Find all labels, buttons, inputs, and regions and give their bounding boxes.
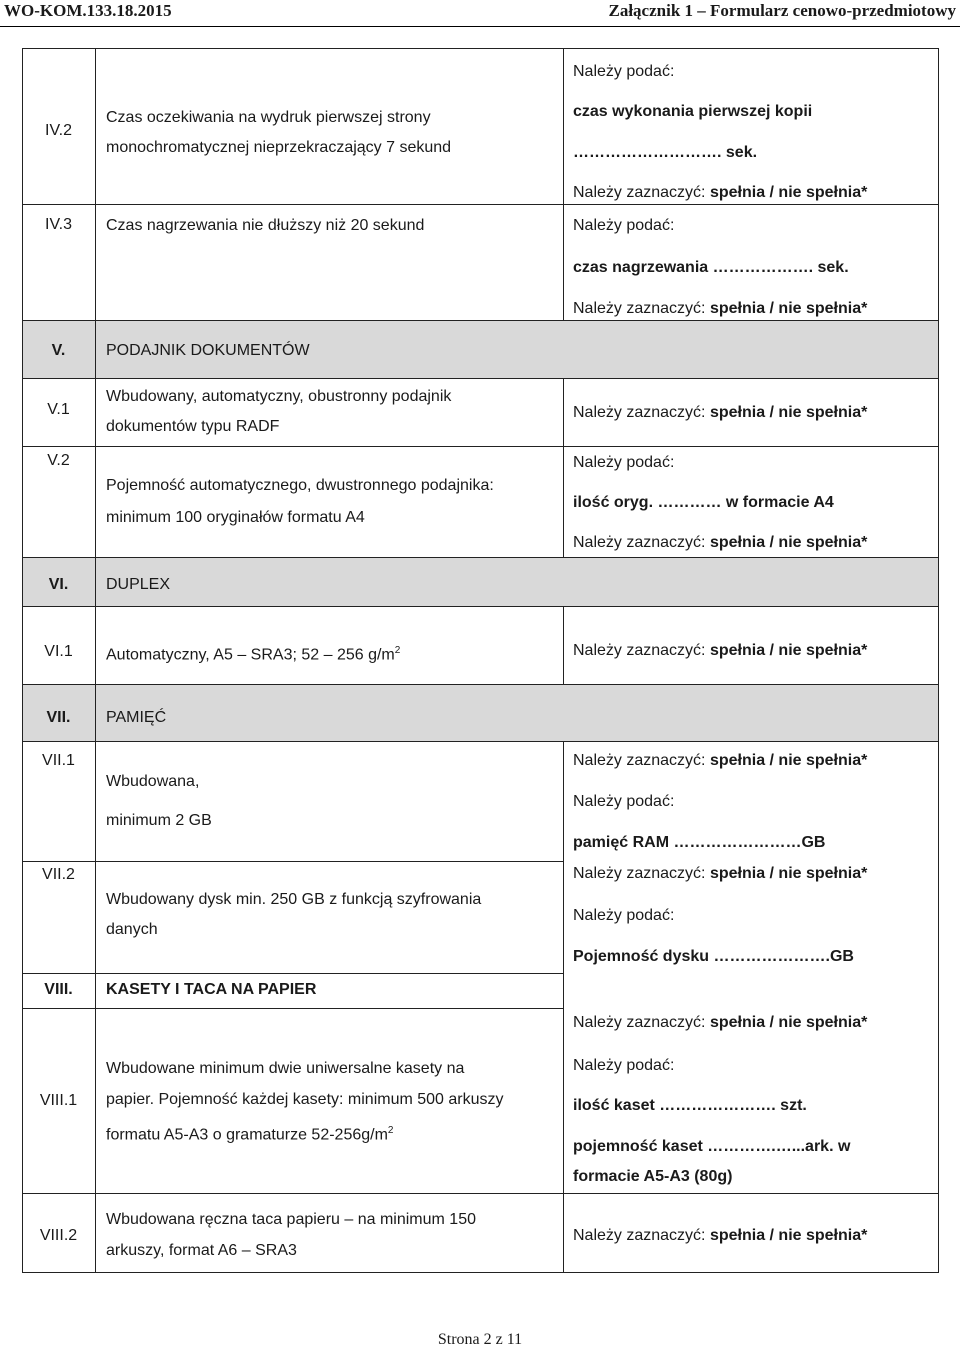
row-rule-12 xyxy=(22,1193,939,1194)
row-number-viii1: VIII.1 xyxy=(39,1092,78,1109)
header-rule xyxy=(0,26,960,27)
give-label-iv3: Należy podać: xyxy=(573,217,675,234)
description-vii2-line2: danych xyxy=(106,921,158,938)
section-number-vii: VII. xyxy=(46,709,71,726)
description-iv2-line1: Czas oczekiwania na wydruk pierwszej strony xyxy=(106,109,431,126)
col-divider-1 xyxy=(95,48,96,1273)
requirement-choice: spełnia / nie spełnia* xyxy=(709,184,868,201)
value-iv2-line2: ………………………. sek. xyxy=(573,144,758,161)
requirement-prefix: Należy zaznaczyć: xyxy=(573,300,706,317)
requirement-prefix: Należy zaznaczyć: xyxy=(573,865,706,882)
requirement-choice: spełnia / nie spełnia* xyxy=(709,534,868,551)
row-rule-8 xyxy=(22,741,939,742)
requirement-choice: spełnia / nie spełnia* xyxy=(709,642,868,659)
requirement-choice: spełnia / nie spełnia* xyxy=(709,865,868,882)
requirement-prefix: Należy zaznaczyć: xyxy=(573,404,706,421)
page-number: Strona 2 z 11 xyxy=(437,1331,523,1348)
row-rule-3 xyxy=(22,378,939,379)
requirement-choice: spełnia / nie spełnia* xyxy=(709,404,868,421)
description-vi1-line1 xyxy=(106,636,400,670)
requirement-viii1 xyxy=(573,1008,867,1038)
requirement-viii2 xyxy=(573,1221,867,1251)
requirement-vii1 xyxy=(573,746,867,776)
document-reference: WO-KOM.133.18.2015 xyxy=(4,1,172,20)
superscript: 2 xyxy=(387,1125,394,1136)
col-divider-2a xyxy=(563,48,564,320)
description-viii1-line3 xyxy=(106,1116,393,1150)
row-number-v1: V.1 xyxy=(47,401,70,418)
requirement-prefix: Należy zaznaczyć: xyxy=(573,1227,706,1244)
attachment-title: Załącznik 1 – Formularz cenowo-przedmiotowy xyxy=(608,1,956,20)
section-title-vii: PAMIĘĆ xyxy=(106,709,167,726)
description-v2-line1: Pojemność automatycznego, dwustronnego podajnika: xyxy=(106,477,494,494)
requirement-prefix: Należy zaznaczyć: xyxy=(573,642,706,659)
requirement-choice: spełnia / nie spełnia* xyxy=(709,1227,868,1244)
description-viii1-line2: papier. Pojemność każdej kasety: minimum 500 arkuszy xyxy=(106,1091,504,1108)
requirement-prefix: Należy zaznaczyć: xyxy=(573,534,706,551)
row-rule-4 xyxy=(22,446,939,447)
value-viii1-line2: pojemność kaset ………….…...ark. w xyxy=(573,1138,851,1155)
section-title-viii: KASETY I TACA NA PAPIER xyxy=(106,981,317,998)
section-number-vi: VI. xyxy=(48,576,69,593)
value-vii1-line1: pamięć RAM ……………………GB xyxy=(573,834,826,851)
description-viii2-line1: Wbudowana ręczna taca papieru – na minimum 150 xyxy=(106,1211,476,1228)
cassette-format-text: formatu A5-A3 o gramaturze 52-256g/m xyxy=(106,1126,388,1144)
row-rule-10 xyxy=(22,973,563,974)
row-number-iv3: IV.3 xyxy=(45,216,72,233)
col-divider-2b xyxy=(563,378,564,557)
requirement-choice: spełnia / nie spełnia* xyxy=(709,752,868,769)
description-v1-line1: Wbudowany, automatyczny, obustronny podajnik xyxy=(106,388,452,405)
section-number-v: V. xyxy=(51,342,66,359)
description-vii1-line2: minimum 2 GB xyxy=(106,812,212,829)
value-vii2-line1: Pojemność dysku ………………….GB xyxy=(573,948,854,965)
duplex-spec-text: Automatyczny, A5 – SRA3; 52 – 256 g/m xyxy=(106,646,395,664)
requirement-prefix: Należy zaznaczyć: xyxy=(573,1014,706,1031)
give-label-iv2: Należy podać: xyxy=(573,63,675,80)
section-title-vi: DUPLEX xyxy=(106,576,171,593)
requirement-v2 xyxy=(573,528,867,558)
page-header xyxy=(0,0,960,24)
give-label-vii2: Należy podać: xyxy=(573,907,675,924)
requirement-iv3 xyxy=(573,294,867,324)
requirement-iv2 xyxy=(573,178,867,208)
col-divider-2c xyxy=(563,606,564,684)
description-iv3-line1: Czas nagrzewania nie dłuższy niż 20 sekund xyxy=(106,217,425,234)
row-number-iv2: IV.2 xyxy=(45,122,72,139)
requirement-prefix: Należy zaznaczyć: xyxy=(573,184,706,201)
value-iv3-line1: czas nagrzewania ………………. sek. xyxy=(573,259,849,276)
requirement-v1 xyxy=(573,398,867,428)
value-viii1-line3: formacie A5-A3 (80g) xyxy=(573,1168,733,1185)
description-v2-line2: minimum 100 oryginałów formatu A4 xyxy=(106,509,365,526)
value-iv2-line1: czas wykonania pierwszej kopii xyxy=(573,103,813,120)
description-viii2-line2: arkuszy, format A6 – SRA3 xyxy=(106,1242,297,1259)
description-v1-line2: dokumentów typu RADF xyxy=(106,418,280,435)
value-v2-line1: ilość oryg. ………… w formacie A4 xyxy=(573,494,834,511)
row-rule-6 xyxy=(22,606,939,607)
requirement-choice: spełnia / nie spełnia* xyxy=(709,1014,868,1031)
description-vii2-line1: Wbudowany dysk min. 250 GB z funkcją szyfrowania xyxy=(106,891,482,908)
row-number-vii1: VII.1 xyxy=(42,752,75,769)
description-viii1-line1: Wbudowane minimum dwie uniwersalne kasety na xyxy=(106,1060,465,1077)
superscript: 2 xyxy=(394,645,401,656)
requirement-vi1 xyxy=(573,636,867,666)
row-rule-11 xyxy=(22,1008,563,1009)
row-rule-7 xyxy=(22,684,939,685)
description-vii1-line1: Wbudowana, xyxy=(106,773,200,790)
value-viii1-line1: ilość kaset …………………. szt. xyxy=(573,1097,807,1114)
give-label-viii1: Należy podać: xyxy=(573,1057,675,1074)
section-number-viii: VIII. xyxy=(44,981,73,998)
section-title-v: PODAJNIK DOKUMENTÓW xyxy=(106,342,310,359)
description-iv2-line2: monochromatycznej nieprzekraczający 7 sekund xyxy=(106,139,452,156)
requirement-choice: spełnia / nie spełnia* xyxy=(709,300,868,317)
give-label-v2: Należy podać: xyxy=(573,454,675,471)
give-label-vii1: Należy podać: xyxy=(573,793,675,810)
requirement-vii2 xyxy=(573,859,867,889)
row-rule-9 xyxy=(22,861,563,862)
row-number-vii2: VII.2 xyxy=(42,866,75,883)
row-number-vi1: VI.1 xyxy=(44,643,73,660)
requirement-prefix: Należy zaznaczyć: xyxy=(573,752,706,769)
row-number-v2: V.2 xyxy=(47,452,70,469)
row-number-viii2: VIII.2 xyxy=(39,1227,78,1244)
